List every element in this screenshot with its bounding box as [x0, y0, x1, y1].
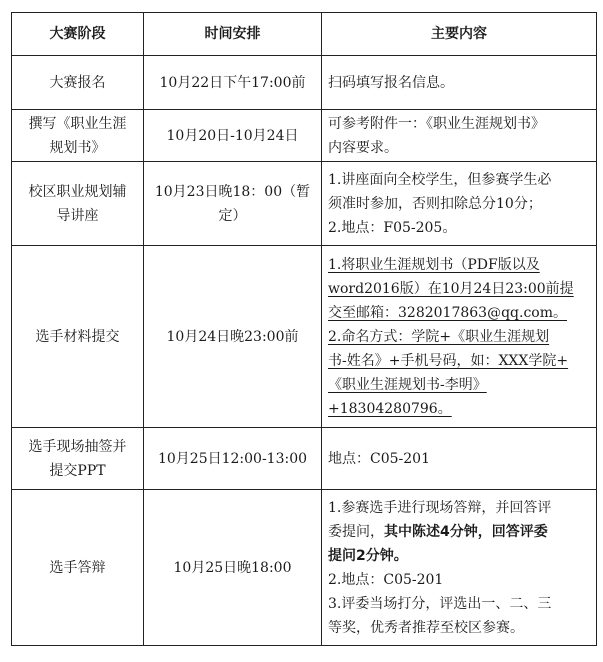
time-text: 10月20日-10月24日 — [166, 127, 299, 144]
content-text: 《职业生涯规划书-李明》 — [328, 376, 487, 393]
content-text: 等奖，优秀者推荐至校区参赛。 — [328, 619, 524, 636]
content-text: 1.参赛选手进行现场答辩，并回答评 — [328, 499, 552, 516]
time-cell — [144, 110, 322, 162]
stage-text: 导讲座 — [56, 207, 99, 224]
time-text: 10月24日晚23:00前 — [166, 328, 299, 345]
time-cell — [144, 428, 322, 490]
content-text: 2.命名方式：学院+《职业生涯规划 — [328, 328, 550, 345]
time-text: 10月23日晚18：00（暂 — [154, 183, 311, 200]
content-text: 交至邮箱：3282017863@qq.com。 — [328, 304, 567, 321]
stage-cell — [12, 162, 144, 246]
stage-text: 选手答辩 — [49, 559, 106, 576]
time-cell — [144, 490, 322, 646]
content-line — [328, 520, 590, 544]
table-row — [12, 110, 597, 162]
time-text: 10月22日下午17:00前 — [159, 74, 306, 91]
content-cell — [322, 56, 597, 110]
content-text: 3.评委当场打分，评选出一、二、三 — [328, 595, 552, 612]
content-cell — [322, 428, 597, 490]
stage-text: 选手材料提交 — [35, 328, 120, 345]
stage-cell — [12, 246, 144, 428]
table-row — [12, 162, 597, 246]
content-text: 1.讲座面向全校学生，但参赛学生必 — [328, 171, 552, 188]
time-cell — [144, 162, 322, 246]
emphasis-text: 提问2分钟 — [328, 547, 394, 564]
table-row — [12, 246, 597, 428]
content-text: 地点：C05-201 — [328, 450, 430, 467]
content-text: word2016版）在10月24日23:00前提 — [328, 280, 574, 297]
header-time: 时间安排 — [144, 13, 322, 56]
stage-text: 校区职业规划辅 — [28, 183, 127, 200]
stage-cell — [12, 110, 144, 162]
content-text: 须准时参加，否则扣除总分10分； — [328, 195, 542, 212]
time-text: 定） — [218, 207, 247, 224]
content-text: 2.地点：F05-205。 — [328, 219, 457, 236]
time-text: 10月25日12:00-13:00 — [157, 450, 308, 467]
table-row — [12, 428, 597, 490]
content-text: 书-姓名》+手机号码，如：XXX学院+ — [328, 352, 569, 369]
competition-schedule-table — [11, 12, 597, 646]
stage-text: 选手现场抽签并 — [28, 438, 127, 455]
stage-text: 撰写《职业生涯 — [28, 115, 127, 132]
content-cell — [322, 490, 597, 646]
time-cell — [144, 246, 322, 428]
header-content: 主要内容 — [322, 13, 597, 56]
table-row — [12, 490, 597, 646]
content-cell — [322, 162, 597, 246]
content-text: 扫码填写报名信息。 — [328, 74, 454, 91]
header-stage: 大赛阶段 — [12, 13, 144, 56]
content-line — [328, 544, 590, 568]
content-text: 可参考附件一：《职业生涯规划书》 — [328, 115, 545, 132]
content-text: 2.地点：C05-201 — [328, 571, 444, 588]
stage-text: 规划书》 — [49, 139, 106, 156]
content-cell — [322, 110, 597, 162]
stage-text: 提交PPT — [49, 462, 106, 479]
time-cell — [144, 56, 322, 110]
stage-cell — [12, 428, 144, 490]
content-text: +18304280796。 — [328, 400, 452, 417]
content-text: 1.将职业生涯规划书（PDF版以及 — [328, 256, 540, 273]
time-text: 10月25日晚18:00 — [173, 559, 292, 576]
stage-cell — [12, 56, 144, 110]
content-cell — [322, 246, 597, 428]
content-text: 委提问， — [328, 523, 384, 540]
header-row — [12, 13, 597, 56]
content-text: 内容要求。 — [328, 139, 398, 156]
content-text: 。 — [393, 547, 408, 564]
stage-text: 大赛报名 — [49, 74, 106, 91]
table-row — [12, 56, 597, 110]
emphasis-text: 其中陈述4分钟，回答评委 — [384, 523, 548, 540]
stage-cell — [12, 490, 144, 646]
